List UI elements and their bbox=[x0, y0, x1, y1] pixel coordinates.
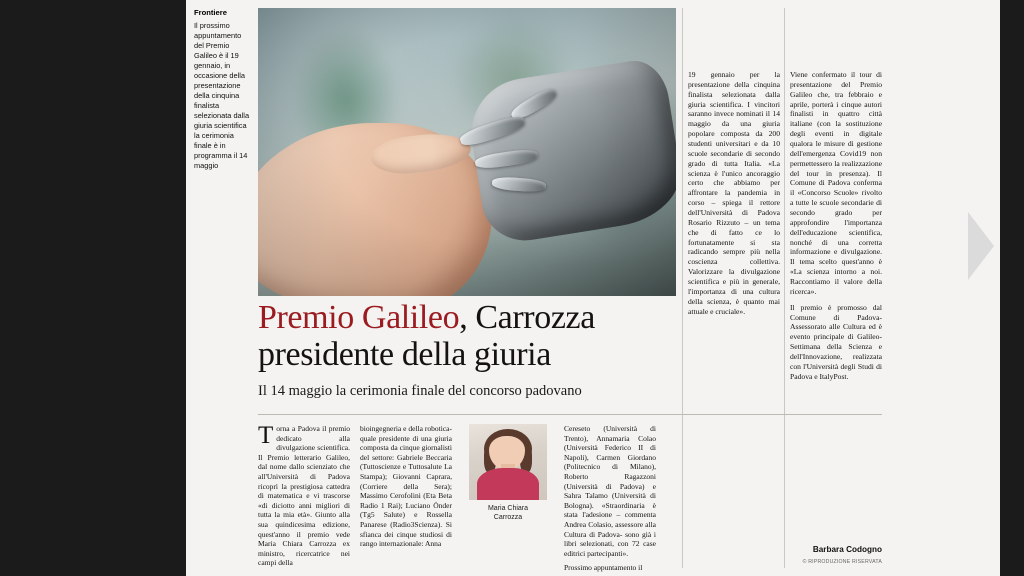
copyright-notice: © RIPRODUZIONE RISERVATA bbox=[802, 559, 882, 565]
photo-vignette bbox=[258, 8, 676, 296]
maria-chiara-carrozza-portrait bbox=[469, 424, 547, 500]
article-column-1 bbox=[258, 424, 350, 573]
right-gutter bbox=[1000, 0, 1024, 576]
section-kicker: Frontiere bbox=[194, 8, 227, 17]
article-column-4 bbox=[564, 424, 656, 576]
headline-block bbox=[258, 300, 676, 400]
left-gutter bbox=[0, 0, 186, 576]
byline: Barbara Codogno bbox=[812, 545, 882, 554]
portrait-caption bbox=[462, 504, 554, 522]
sidebar-text: Il prossimo appuntamento del Premio Galileo è il 19 gennaio, in occasione della presentazione della cinquina finalista selezionata dalla giuria scientifica la cerimonia finale è in programma il 14 maggio bbox=[194, 20, 250, 170]
article-body bbox=[258, 424, 882, 572]
headline-highlight: Premio Galileo bbox=[258, 299, 460, 336]
headline-line2: presidente della giuria bbox=[258, 335, 551, 373]
portrait-caption-line2: Carrozza bbox=[493, 514, 523, 522]
human-and-robot-hand-photo bbox=[258, 8, 676, 296]
portrait-caption-line1: Maria Chiara bbox=[487, 505, 529, 512]
paragraph bbox=[258, 424, 350, 568]
next-page-arrow-icon[interactable] bbox=[968, 212, 994, 280]
article-column-2 bbox=[360, 424, 452, 554]
paragraph: Viene confermato il tour di presentazione del Premio Galileo che, tra febbraio e aprile, porterà i cinque autori finalisti in quattro città italiane (con la sostituzione degli eventi in digitale qualora le misure di gestione dell'emergenza Covid19 non permettessero la realizzazione del tour in presenza). Il Comune di Padova conferma il «Concorso Scuole» rivolto a tutte le scuole secondarie di secondo grado per approfondire l'importanza dell'educazione scientifica, nonché di una corretta informazione e divulgazione. Il tema scelto quest'anno è «La scienza intorno a noi. Raccontiamo il valore della ricerca». bbox=[790, 70, 882, 296]
headline-line1-rest: , Carrozza bbox=[459, 299, 595, 336]
portrait-torso bbox=[477, 468, 539, 500]
horizontal-rule bbox=[258, 414, 882, 415]
paragraph: bioingegneria e della robotica- quale presidente di una giuria composta da cinque giornalisti del settore: Gabriele Beccaria (Tuttoscienze e Tuttosalute La Stampa); Giovanni Caprara, (Corriere della Sera); Massimo Cerofolini (Eta Beta Radio 1 Rai); Luciano Önder (Tg5 Salute) e Rossella Panarese (Radio3Scienza). Si sfianca dei cinque studiosi di rango internazionale: Anna bbox=[360, 424, 452, 549]
sidebar-frontiere bbox=[194, 8, 252, 170]
page-title bbox=[258, 300, 676, 373]
subheadline: Il 14 maggio la cerimonia finale del concorso padovano bbox=[258, 383, 582, 400]
paragraph: Il premio è promosso dal Comune di Padova-Assessorato alle Cultura ed è evento principale di Galileo-Settimana della Scienza e dell'Innovazione, realizzata con l'Università degli Studi di Padova e ItalyPost. bbox=[790, 302, 882, 381]
article-column-top-right-2 bbox=[790, 70, 882, 388]
article-sheet bbox=[186, 0, 1000, 576]
paragraph: 19 gennaio per la presentazione della cinquina finalista selezionata dalla giuria scientifica. I vincitori saranno invece nominati il 14 maggio da una giuria popolare composta da 200 studenti universitari e da 10 scuole secondarie di secondo grado di tutta Italia. «La scienza è l'unico ancoraggio certo che abbiamo per affrontare la pandemia in corso – spiega il rettore dell'Università di Padova Rosario Rizzuto – un tema che di fatto ce lo fortunatamente si sta radicando sempre più nella coscienza collettiva. Valorizzare la divulgazione scientifica e più in generale, l'importanza di una cultura della scienza, è quanto mai attuale e cruciale». bbox=[688, 70, 780, 316]
portrait-block bbox=[462, 424, 554, 522]
paragraph: Prossimo appuntamento il bbox=[564, 563, 643, 573]
paragraph: Cereseto (Università di Trento), Annamaria Colao (Università Federico II di Napoli), Carmen Giordano (Politecnico di Milano), Roberto Ragazzoni (Università di Padova) e Sahra Talamo (Università di Bologna). «Straordinaria è stata l'adesione – commenta Andrea Colasio, assessore alla Cultura di Padova- sono già i libri selezionati, con 72 case editrici partecipanti». bbox=[564, 424, 656, 558]
drop-cap: T bbox=[258, 422, 274, 449]
article-column-top-right-1 bbox=[688, 70, 780, 322]
paragraph-text: orna a Padova il premio dedicato alla divulgazione scientifica. Il Premio letterario Galileo, dal nome dallo scienziato che all'Università di Padova ricoprì la prestigiosa cattedra di matematica e vi trascorse «di diciotto anni migliori di tutta la mia età». Giunto alla sua quindicesima edizione, quest'anno il premio vede Maria Chiara Carrozza ex ministro, ricercatrice nei campi della bbox=[258, 424, 350, 568]
